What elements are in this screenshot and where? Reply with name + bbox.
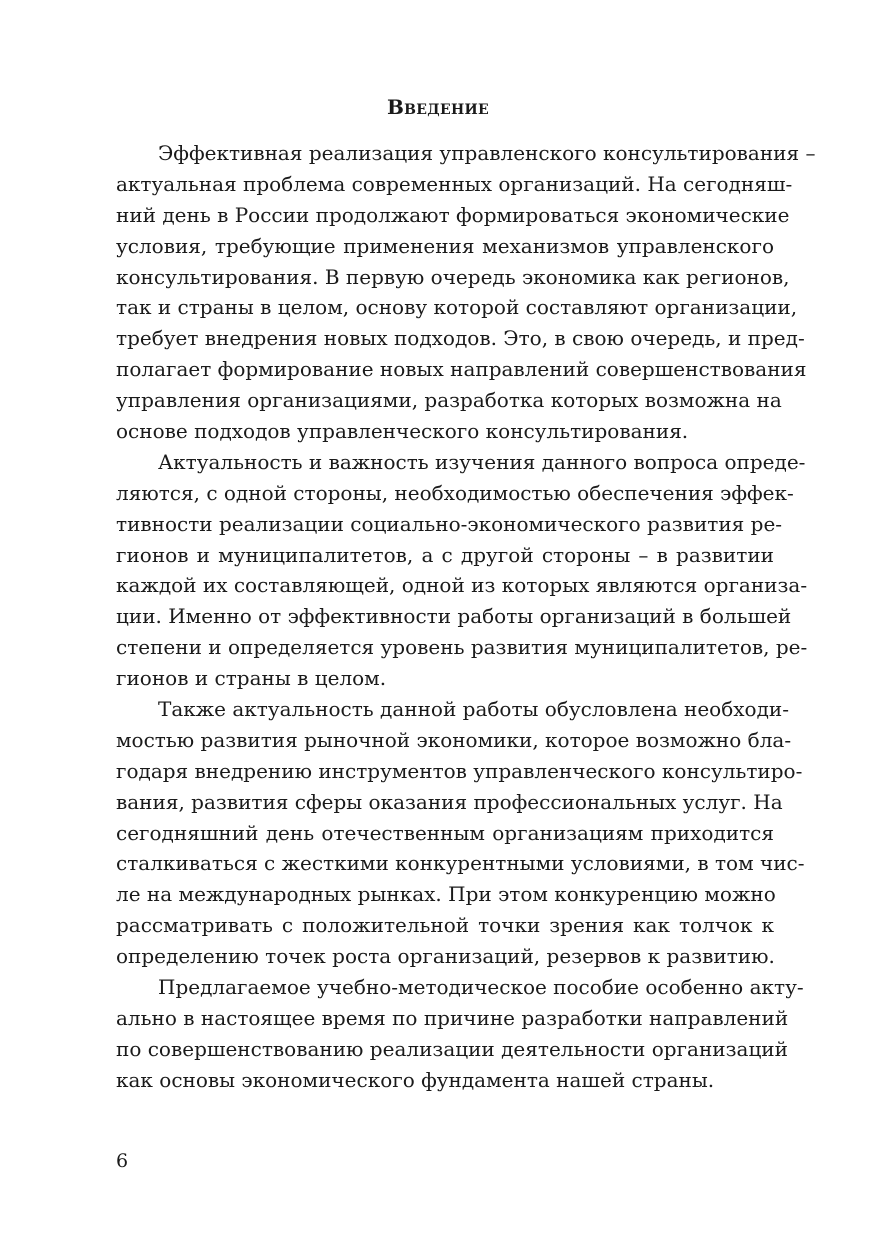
text-line: сталкиваться с жесткими конкурентными условиями, в том чис- (116, 851, 805, 876)
text-line: как основы экономического фундамента нашей страны. (116, 1067, 715, 1092)
page-number: 6 (116, 1150, 129, 1172)
text-line: по совершенствованию реализации деятельности организаций (116, 1036, 788, 1061)
text-line: Эффективная реализация управленского консультирования – (158, 141, 816, 165)
text-line: консультирования. В первую очередь экономика как регионов, (116, 264, 790, 289)
page-title: Введение (386, 95, 490, 119)
paragraph-4 (116, 972, 804, 1096)
text-line: основе подходов управленческого консультирования. (116, 419, 689, 444)
text-line: Предлагаемое учебно-методическое пособие особенно акту- (158, 975, 804, 1000)
text-line: требует внедрения новых подходов. Это, в свою очередь, и пред- (116, 326, 805, 351)
text-line: гионов и страны в целом. (116, 666, 387, 691)
paragraph-2 (116, 447, 808, 694)
text-line: Актуальность и важность изучения данного вопроса опреде- (158, 449, 806, 474)
paragraph-3 (116, 694, 805, 972)
text-line: степени и определяется уровень развития муниципалитетов, ре- (116, 635, 808, 660)
text-line: ально в настоящее время по причине разработки направлений (116, 1005, 789, 1030)
text-line: гионов и муниципалитетов, а с другой стороны – в развитии (116, 542, 774, 567)
text-line: актуальная проблема современных организаций. На сегодняш- (116, 171, 793, 196)
text-line: так и страны в целом, основу которой составляют организации, (116, 295, 798, 320)
text-line: ции. Именно от эффективности работы организаций в большей (116, 604, 792, 629)
text-line: рассматривать с положительной точки зрения как толчок к (116, 913, 774, 938)
text-line: тивности реализации социально-экономического развития ре- (116, 511, 783, 536)
text-line: ляются, с одной стороны, необходимостью обеспечения эффек- (116, 480, 794, 505)
text-line: Также актуальность данной работы обусловлена необходи- (158, 697, 789, 722)
text-line: определению точек роста организаций, резервов к развитию. (116, 944, 775, 969)
text-line: условия, требующие применения механизмов управленского (116, 233, 774, 258)
text-line: мостью развития рыночной экономики, которое возможно бла- (116, 727, 792, 752)
text-line: каждой их составляющей, одной из которых являются организа- (116, 573, 808, 598)
text-line: ле на международных рынках. При этом конкуренцию можно (116, 882, 776, 907)
body-text (116, 138, 816, 1096)
text-line: сегодняшний день отечественным организациям приходится (116, 820, 774, 845)
text-line: ний день в России продолжают формироваться экономические (116, 202, 790, 227)
text-line: вания, развития сферы оказания профессиональных услуг. На (116, 789, 783, 814)
text-line: управления организациями, разработка которых возможна на (116, 388, 782, 413)
paragraph-1 (116, 138, 816, 447)
text-line: полагает формирование новых направлений совершенствования (116, 357, 807, 382)
text-line: годаря внедрению инструментов управленческого консультиро- (116, 758, 803, 783)
